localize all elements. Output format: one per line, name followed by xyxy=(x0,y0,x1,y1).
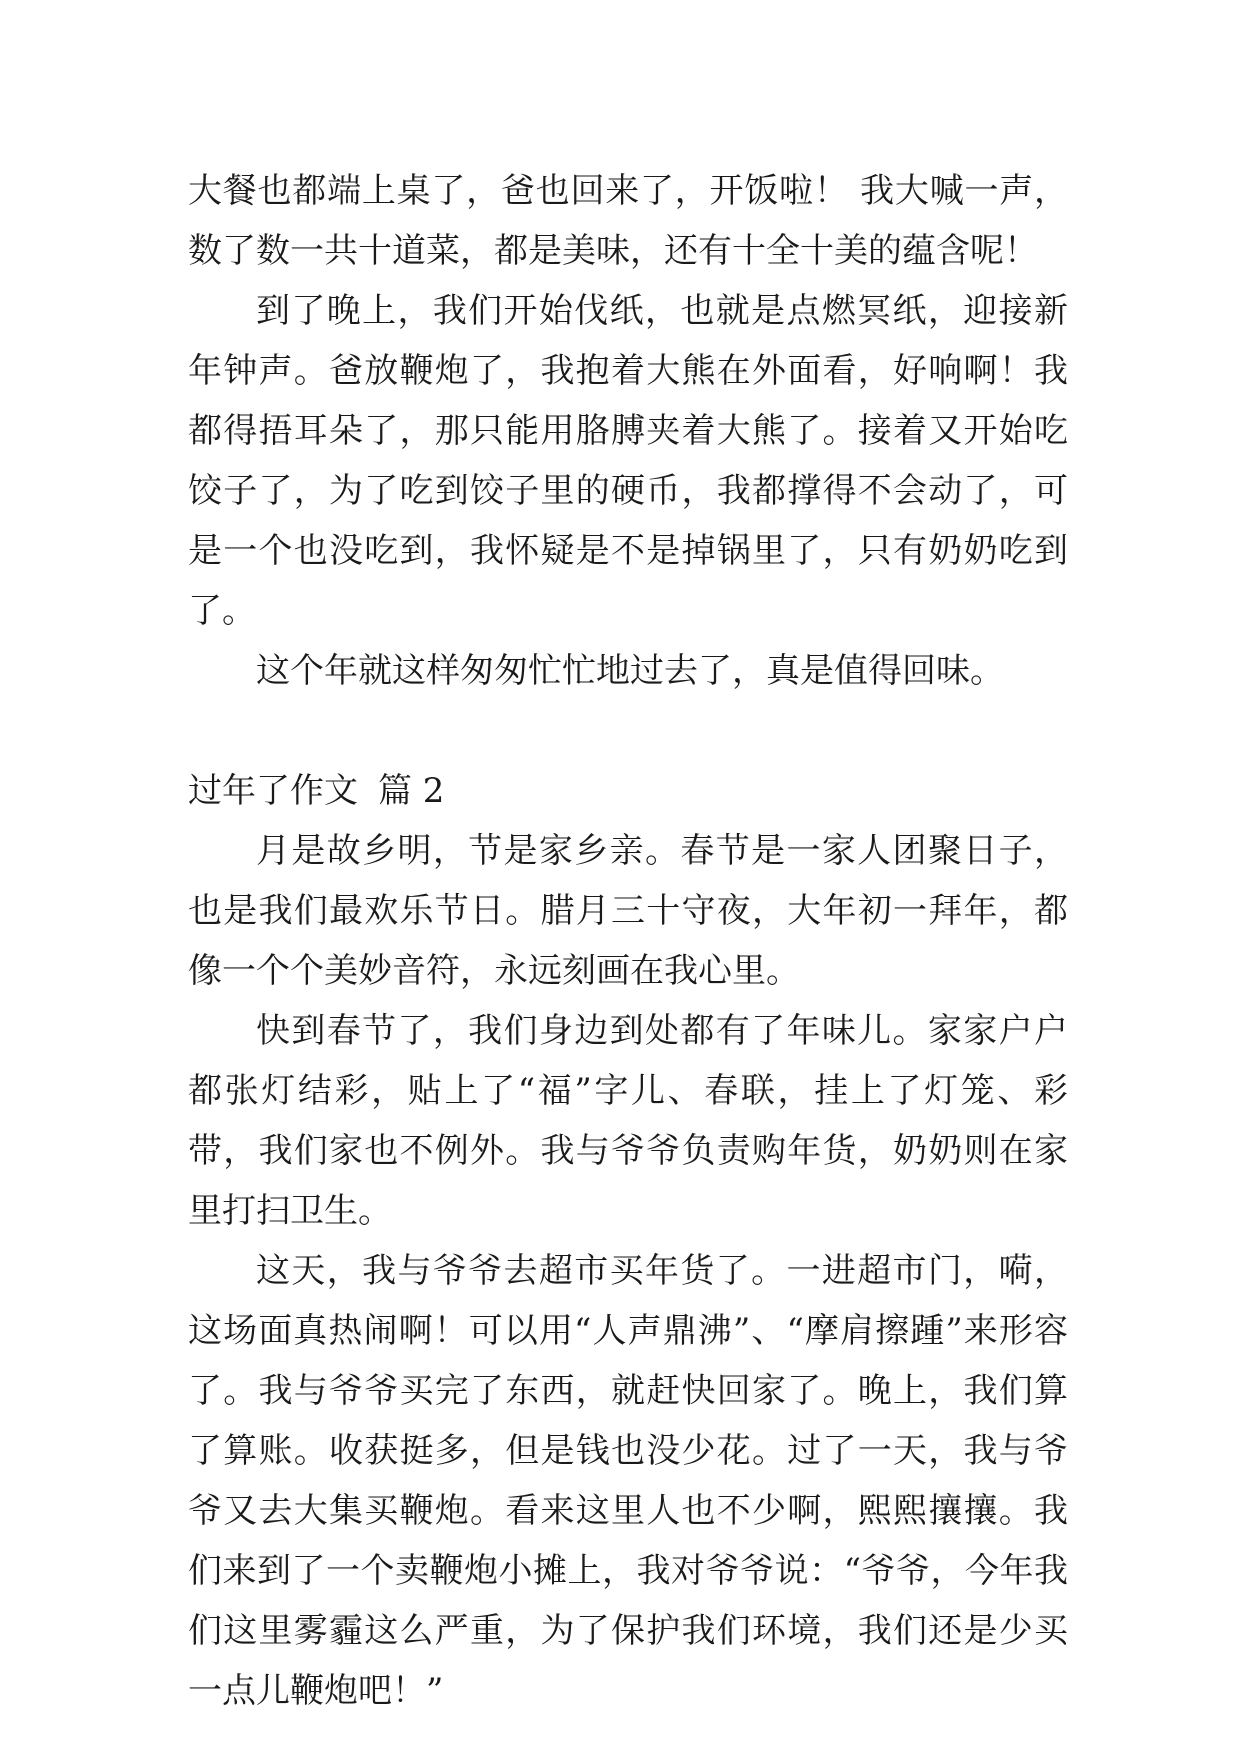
paragraph-1: 大餐也都端上桌了，爸也回来了，开饭啦！ 我大喊一声，数了数一共十道菜，都是美味，还有十全十美的蕴含呢！ xyxy=(188,171,1068,271)
paragraph-3: 这个年就这样匆匆忙忙地过去了，真是值得回味。 xyxy=(256,651,1004,691)
paragraph-2: 到了晚上，我们开始伐纸，也就是点燃冥纸，迎接新年钟声。爸放鞭炮了，我抱着大熊在外面看，好响啊！我都得捂耳朵了，那只能用胳膊夹着大熊了。接着又开始吃饺子了，为了吃到饺子里的硬币，我都撑得不会动了，可是一个也没吃到，我怀疑是不是掉锅里了，只有奶奶吃到了。 xyxy=(188,291,1068,631)
heading-section: 篇 2 xyxy=(378,771,445,811)
heading-title: 过年了作文 xyxy=(188,771,358,811)
paragraph-5: 快到春节了，我们身边到处都有了年味儿。家家户户都张灯结彩，贴上了“福”字儿、春联，挂上了灯笼、彩带，我们家也不例外。我与爷爷负责购年货，奶奶则在家里打扫卫生。 xyxy=(188,1011,1068,1231)
document-body xyxy=(188,161,1068,1721)
paragraph-6: 这天，我与爷爷去超市买年货了。一进超市门，嗬，这场面真热闹啊！可以用“人声鼎沸”、“摩肩擦踵”来形容了。我与爷爷买完了东西，就赶快回家了。晚上，我们算了算账。收获挺多，但是钱也没少花。过了一天，我与爷爷又去大集买鞭炮。看来这里人也不少啊，熙熙攘攘。我们来到了一个卖鞭炮小摊上，我对爷爷说：“爷爷，今年我们这里雾霾这么严重，为了保护我们环境，我们还是少买一点儿鞭炮吧！” xyxy=(188,1251,1068,1711)
paragraph-4: 月是故乡明，节是家乡亲。春节是一家人团聚日子，也是我们最欢乐节日。腊月三十守夜，大年初一拜年，都像一个个美妙音符，永远刻画在我心里。 xyxy=(188,831,1068,991)
section-heading xyxy=(188,761,1068,821)
